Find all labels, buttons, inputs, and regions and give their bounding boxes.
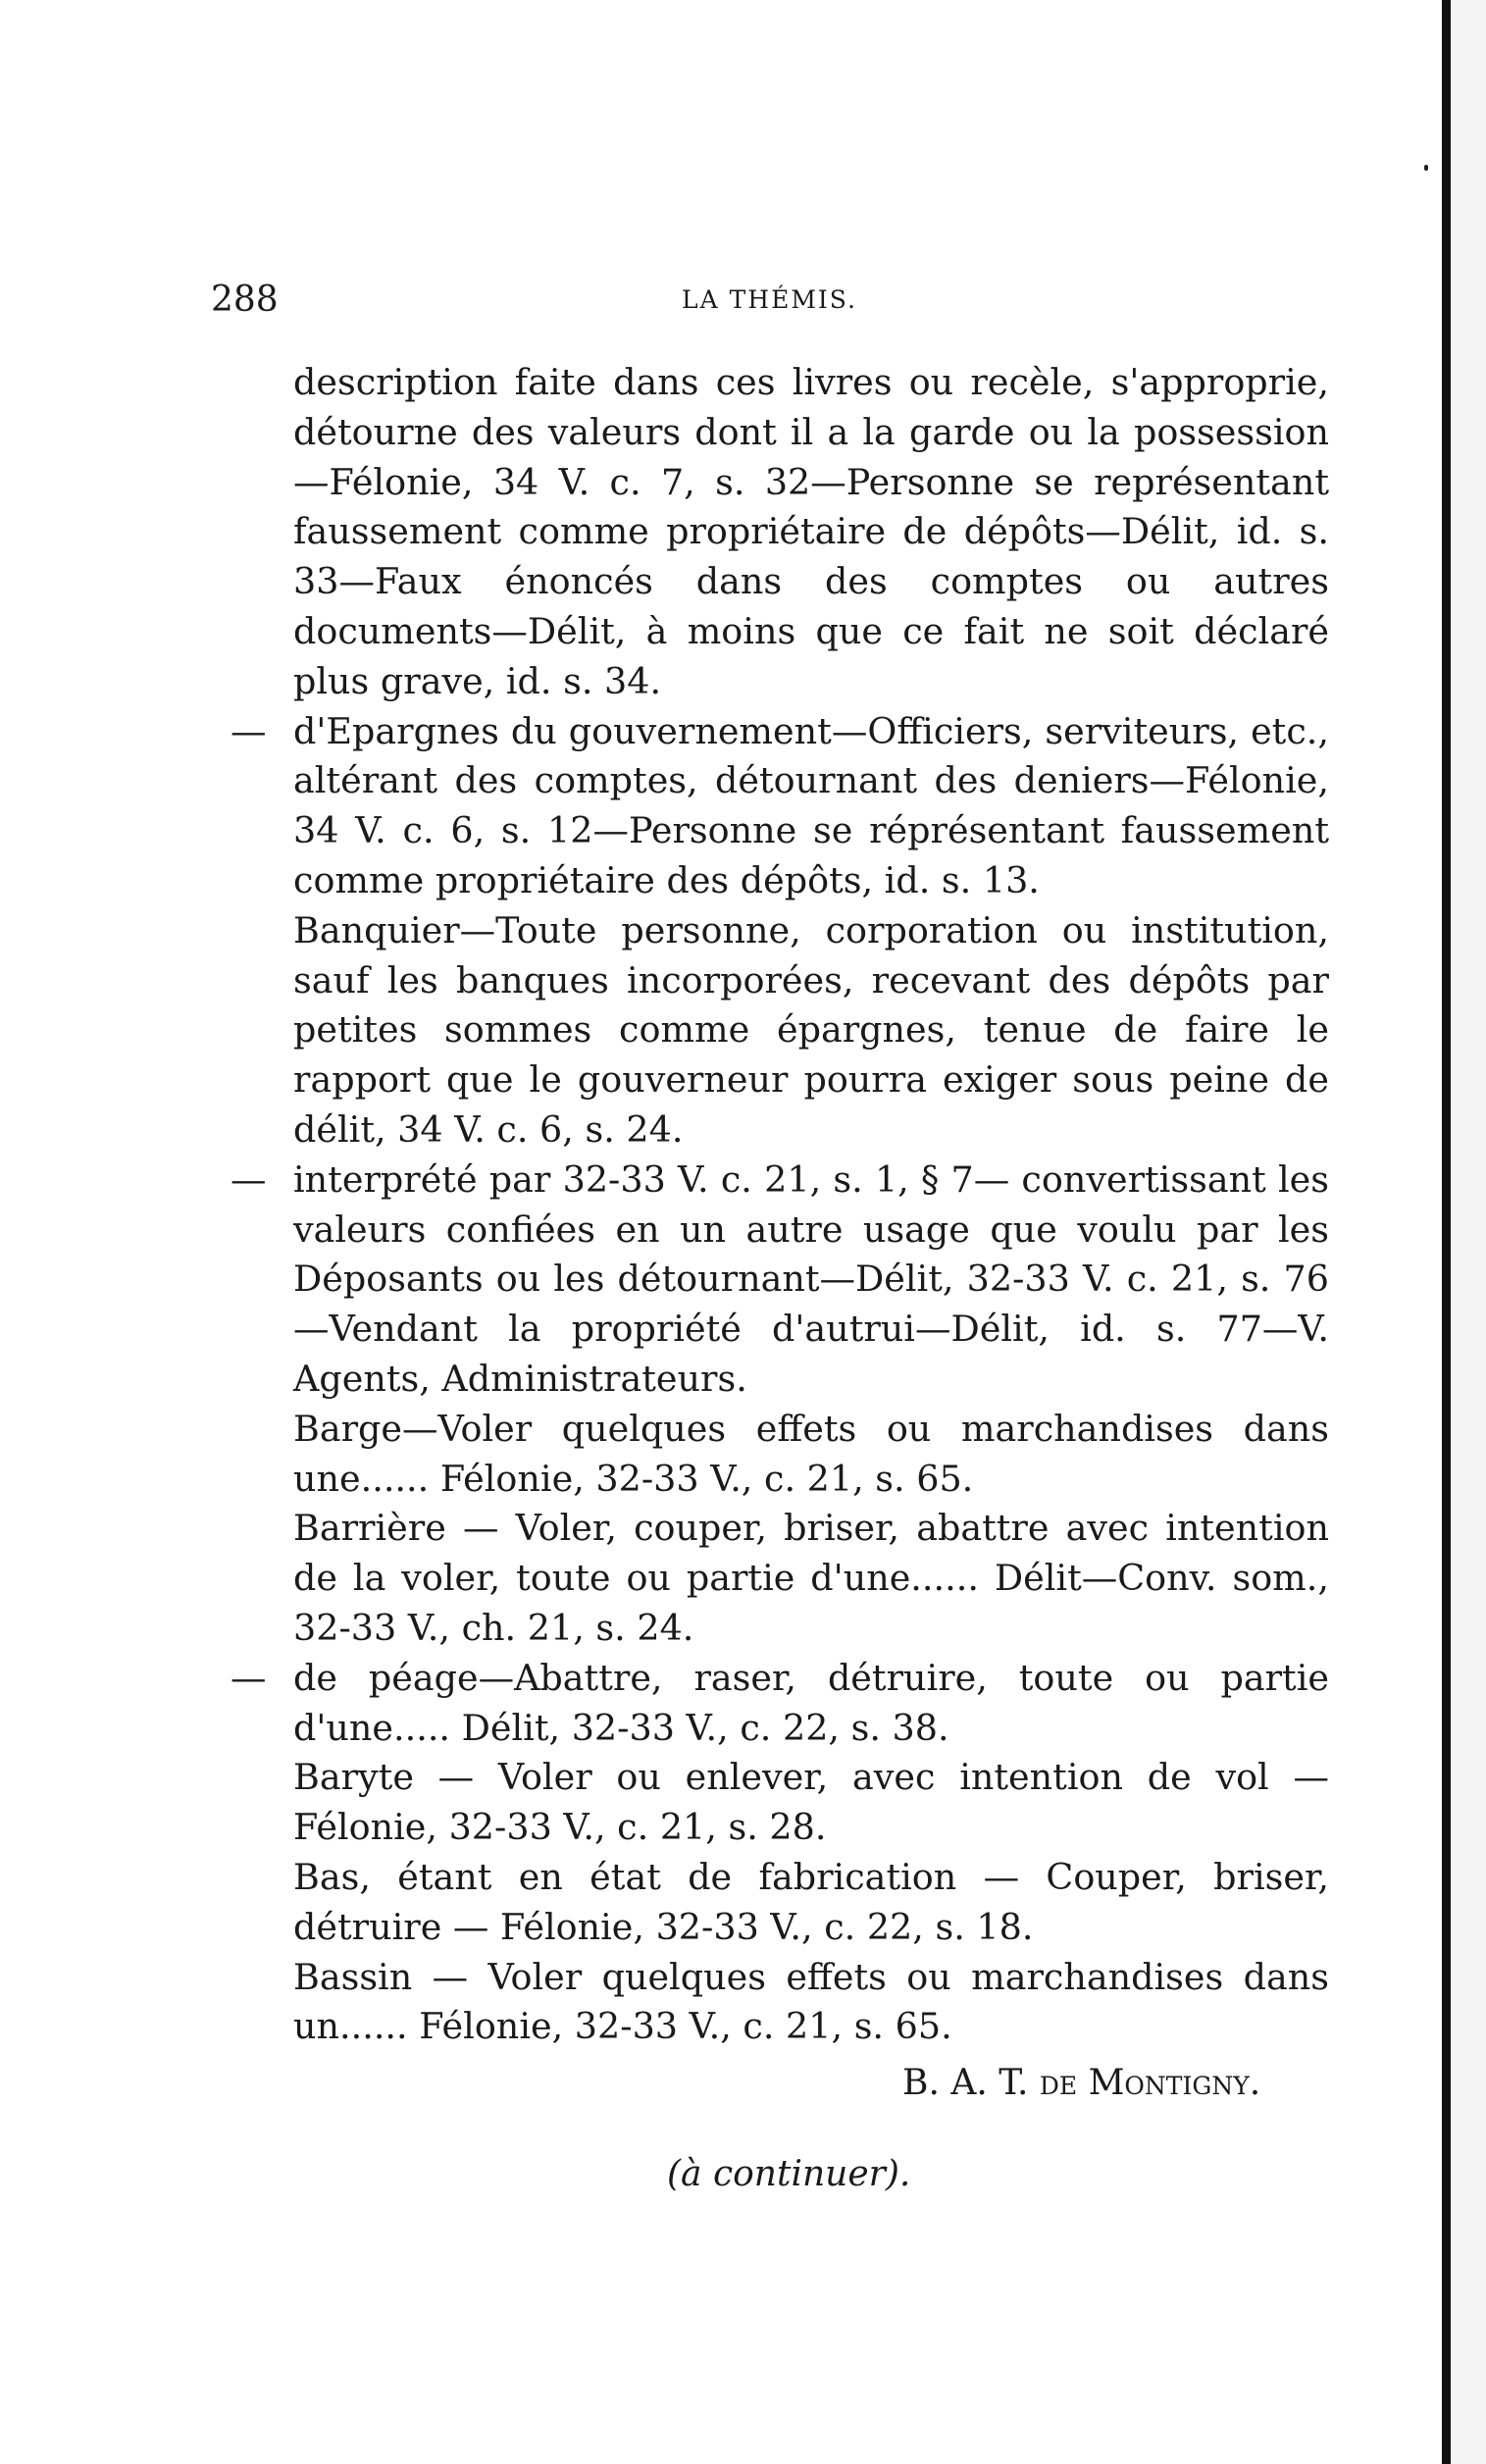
entry-text: Barge—Voler quelques effets ou marchandises dans une...... Félonie, 32-33 V., c. 21, s. 65. [293, 1407, 1329, 1500]
index-entry [211, 707, 1329, 906]
page-header [211, 280, 1324, 329]
continuation-note: (à continuer). [667, 2154, 911, 2194]
ink-speck [1424, 165, 1428, 171]
entry-text: Bas, étant en état de fabrication — Couper, briser, détruire — Félonie, 32-33 V., c. 22, s. 18. [293, 1855, 1329, 1948]
index-entry [211, 1654, 1329, 1754]
entry-text: Bassin — Voler quelques effets ou marchandises dans un...... Félonie, 32-33 V., c. 21, s. 65. [293, 1955, 1329, 2048]
index-entry [211, 1953, 1329, 2053]
index-entry [211, 1504, 1329, 1653]
index-entry [211, 358, 1329, 707]
page-edge-shadow [1451, 0, 1486, 2464]
entry-text: Banquier—Toute personne, corporation ou institution, sauf les banques incorporées, recevant des dépôts par petites sommes comme épargnes, tenue de faire le rapport que le gouverneur pourra exiger sous peine de délit, 34 V. c. 6, s. 24. [293, 908, 1329, 1151]
page-number: 288 [211, 280, 279, 320]
entry-text: Baryte — Voler ou enlever, avec intention de vol — Félonie, 32-33 V., c. 21, s. 28. [293, 1756, 1329, 1849]
index-entry [211, 1405, 1329, 1505]
running-title: LA THÉMIS. [682, 285, 857, 314]
entry-dash: — [231, 709, 267, 752]
author-signature: B. A. T. de Montigny. [902, 2063, 1261, 2103]
entry-text: d'Epargnes du gouvernement—Officiers, serviteurs, etc., altérant des comptes, détournant des deniers—Félonie, 34 V. c. 6, s. 12—Personne se réprésentant faussement comme propriétaire des dépôts, id. s. 13. [293, 709, 1329, 901]
index-entry [211, 1753, 1329, 1853]
entry-text: description faite dans ces livres ou recèle, s'approprie, détourne des valeurs dont il a la garde ou la possession—Félonie, 34 V. c. 7, s. 32—Personne se représentant faussement comme propriétaire de dépôts—Délit, id. s. 33—Faux énoncés dans des comptes ou autres documents—Délit, à moins que ce fait ne soit déclaré plus grave, id. s. 34. [293, 361, 1329, 702]
index-entries [211, 358, 1329, 2052]
entry-dash: — [231, 1157, 267, 1201]
index-entry [211, 1853, 1329, 1953]
entry-dash: — [231, 1656, 267, 1699]
entry-text: Barrière — Voler, couper, briser, abattre avec intention de la voler, toute ou partie d'une...... Délit—Conv. som., 32-33 V., ch. 21, s. 24. [293, 1507, 1329, 1649]
page-edge-line [1442, 0, 1451, 2464]
entry-text: de péage—Abattre, raser, détruire, toute ou partie d'une..... Délit, 32-33 V., c. 22, s. 38. [293, 1656, 1329, 1749]
index-entry [211, 906, 1329, 1155]
entry-text: interprété par 32-33 V. c. 21, s. 1, § 7— convertissant les valeurs confiées en un autre usage que voulu par les Déposants ou les détournant—Délit, 32-33 V. c. 21, s. 76—Vendant la propriété d'autrui—Délit, id. s. 77—V. Agents, Administrateurs. [293, 1157, 1329, 1400]
index-entry [211, 1155, 1329, 1405]
